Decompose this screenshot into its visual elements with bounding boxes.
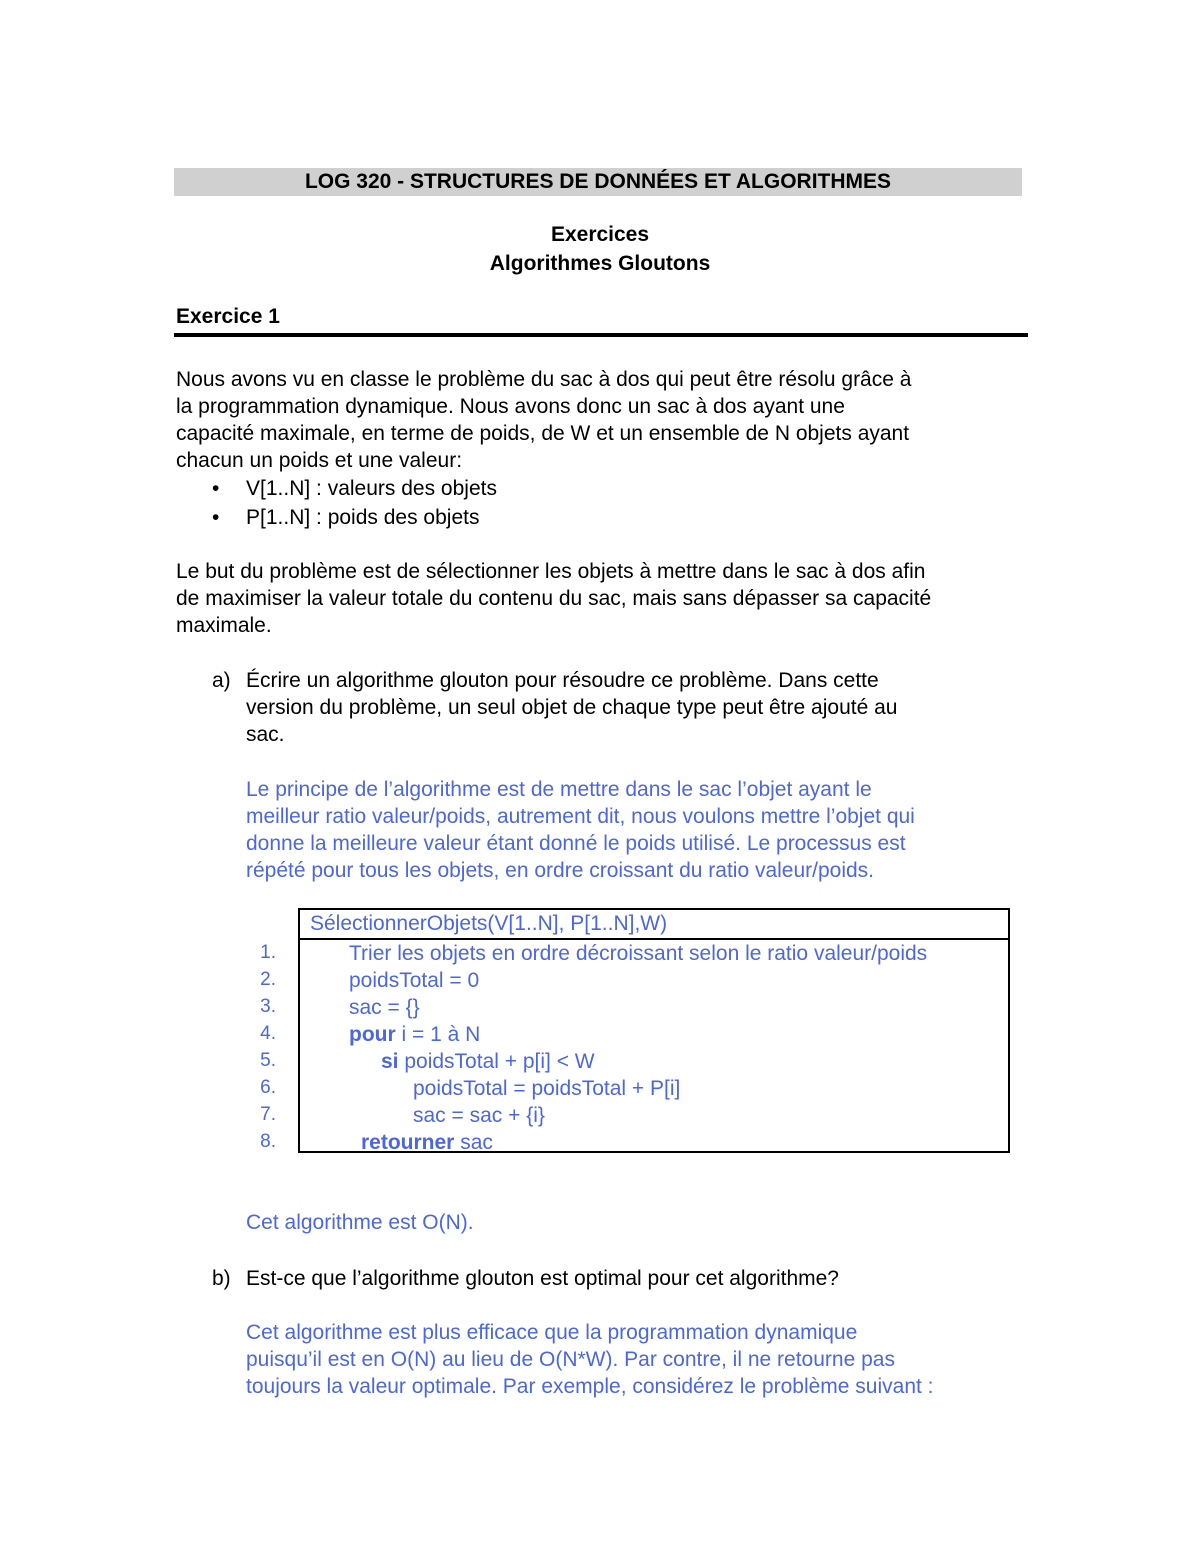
algorithm-box: [298, 908, 1010, 1153]
subtitle-topic: Algorithmes Gloutons: [489, 252, 711, 275]
complexity-note: Cet algorithme est O(N).: [246, 1211, 474, 1234]
course-title: LOG 320 - STRUCTURES DE DONNÉES ET ALGORITHMES: [304, 170, 892, 193]
algorithm-signature: SélectionnerObjets(V[1..N], P[1..N],W): [300, 910, 1008, 940]
answer-a-line: Le principe de l’algorithme est de mettre dans le sac l’objet ayant le: [246, 778, 872, 801]
answer-a-line: donne la meilleure valeur étant donné le poids utilisé. Le processus est: [246, 832, 906, 855]
course-title-band: [174, 168, 1022, 196]
bullet-dot-icon: •: [212, 506, 220, 529]
code-line-number: 7.: [260, 1104, 276, 1125]
intro-line: chacun un poids et une valeur:: [176, 449, 463, 472]
code-text: sac: [454, 1131, 493, 1154]
keyword-retourner: retourner: [361, 1131, 455, 1154]
question-a-label: a): [212, 669, 231, 692]
code-line-5: [381, 1048, 595, 1075]
bullet-text: P[1..N] : poids des objets: [246, 506, 480, 529]
goal-line: de maximiser la valeur totale du contenu du sac, mais sans dépasser sa capacité: [176, 587, 932, 610]
code-line-number: 4.: [260, 1023, 276, 1044]
code-line-6: poidsTotal = poidsTotal + P[i]: [413, 1077, 681, 1100]
exercise-divider: [174, 333, 1028, 337]
code-text: poidsTotal + p[i] < W: [398, 1050, 595, 1073]
keyword-si: si: [381, 1050, 399, 1073]
code-line-number: 3.: [260, 996, 276, 1017]
code-line-2: poidsTotal = 0: [349, 969, 480, 992]
code-line-number: 5.: [260, 1050, 276, 1071]
code-line-8: [361, 1129, 493, 1156]
code-line-7: sac = sac + {i}: [413, 1104, 545, 1127]
answer-b-line: toujours la valeur optimale. Par exemple, considérez le problème suivant :: [246, 1375, 934, 1398]
exercise-title: Exercice 1: [176, 305, 280, 328]
goal-line: maximale.: [176, 614, 272, 637]
code-line-number: 8.: [260, 1131, 276, 1152]
keyword-pour: pour: [349, 1023, 396, 1046]
code-line-number: 6.: [260, 1077, 276, 1098]
code-line-1: Trier les objets en ordre décroissant selon le ratio valeur/poids: [349, 942, 928, 965]
answer-b-line: Cet algorithme est plus efficace que la programmation dynamique: [246, 1321, 858, 1344]
question-b-label: b): [212, 1267, 231, 1290]
code-line-number: 1.: [260, 942, 276, 963]
question-a-line: version du problème, un seul objet de chaque type peut être ajouté au: [246, 696, 898, 719]
intro-line: capacité maximale, en terme de poids, de W et un ensemble de N objets ayant: [176, 422, 910, 445]
code-text: i = 1 à N: [395, 1023, 481, 1046]
bullet-text: V[1..N] : valeurs des objets: [246, 477, 497, 500]
goal-line: Le but du problème est de sélectionner les objets à mettre dans le sac à dos afin: [176, 560, 926, 583]
question-b-text: Est-ce que l’algorithme glouton est optimal pour cet algorithme?: [246, 1267, 839, 1290]
answer-a-line: meilleur ratio valeur/poids, autrement dit, nous voulons mettre l’objet qui: [246, 805, 915, 828]
bullet-item: [212, 504, 479, 531]
question-a-line: Écrire un algorithme glouton pour résoudre ce problème. Dans cette: [246, 669, 879, 692]
intro-line: la programmation dynamique. Nous avons donc un sac à dos ayant une: [176, 395, 845, 418]
answer-a-line: répété pour tous les objets, en ordre croissant du ratio valeur/poids.: [246, 859, 875, 882]
answer-b-line: puisqu’il est en O(N) au lieu de O(N*W). Par contre, il ne retourne pas: [246, 1348, 895, 1371]
bullet-dot-icon: •: [212, 477, 220, 500]
intro-line: Nous avons vu en classe le problème du sac à dos qui peut être résolu grâce à: [176, 368, 912, 391]
code-line-number: 2.: [260, 969, 276, 990]
question-a-line: sac.: [246, 723, 285, 746]
code-line-4: [349, 1021, 480, 1048]
bullet-item: [212, 475, 497, 502]
subtitle-exercices: Exercices: [550, 223, 650, 246]
code-line-3: sac = {}: [349, 996, 420, 1019]
